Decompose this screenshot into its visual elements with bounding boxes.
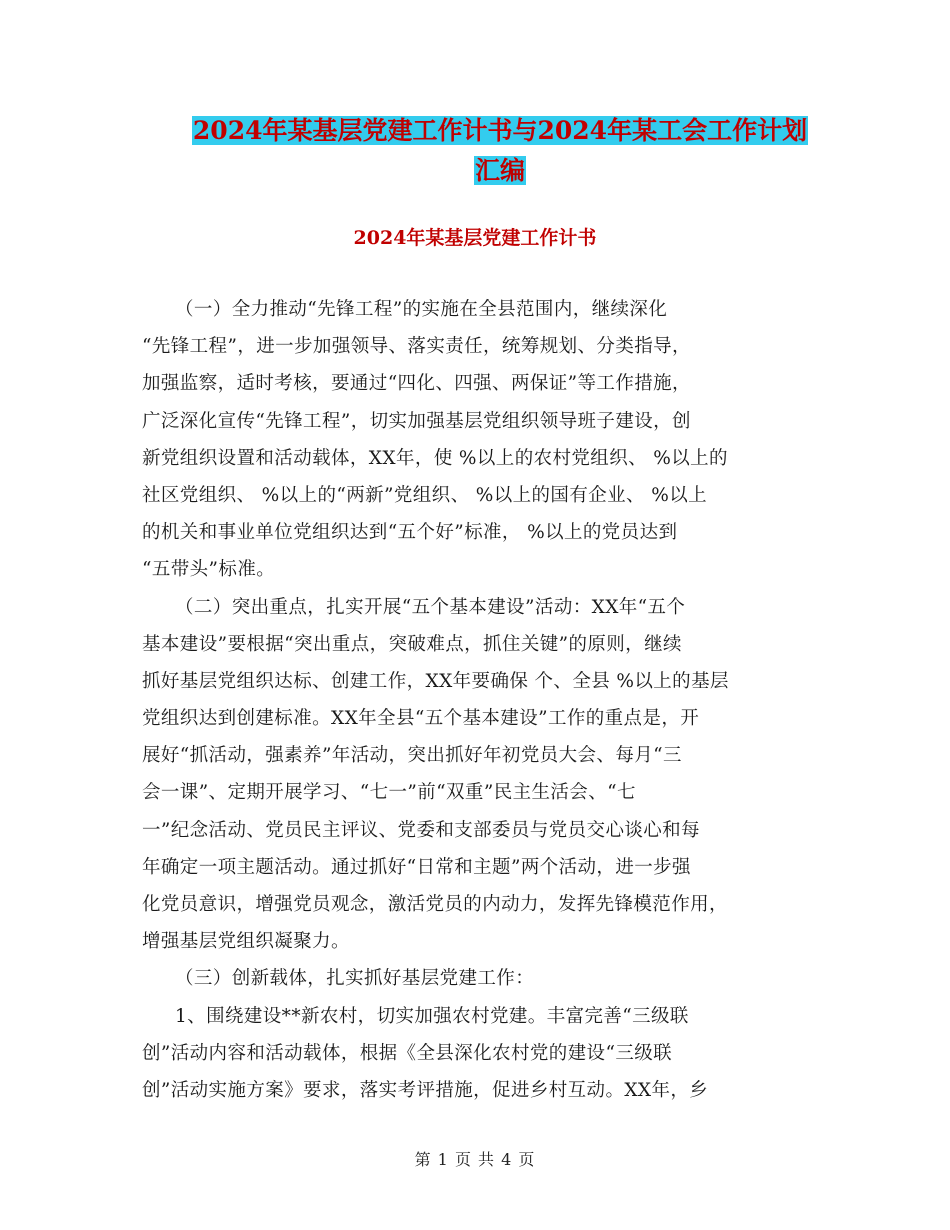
body-line: 新党组织设置和活动载体，XX年，使 %以上的农村党组织、 %以上的	[142, 447, 728, 469]
body-line: 年确定一项主题活动。通过抓好“日常和主题”两个活动，进一步强	[142, 856, 691, 878]
body-line: 化党员意识，增强党员观念，激活党员的内动力，发挥先锋模范作用，	[142, 894, 728, 915]
body-line: 展好“抓活动，强素养”年活动，突出抓好年初党员大会、每月“三	[142, 745, 682, 767]
body-line: （一）全力推动“先锋工程”的实施在全县范围内，继续深化	[175, 299, 668, 320]
body-line: 1、围绕建设**新农村，切实加强农村党建。丰富完善“三级联	[175, 1005, 689, 1027]
body-line: “先锋工程”，进一步加强领导、落实责任，统筹规划、分类指导，	[142, 336, 691, 358]
body-line: 一”纪念活动、党员民主评议、党委和支部委员与党员交心谈心和每	[142, 819, 700, 841]
body-line: 广泛深化宣传“先锋工程”，切实加强基层党组织领导班子建设，创	[142, 410, 691, 432]
title-line-1: 2024年某基层党建工作计书与2024年某工会工作计划	[192, 116, 808, 145]
page-number: 第 1 页 共 4 页	[414, 1150, 536, 1169]
document-title	[150, 112, 850, 190]
body-line: 加强监察，适时考核，要通过“四化、四强、两保证”等工作措施，	[142, 373, 691, 395]
body-line: 的机关和事业单位党组织达到“五个好”标准， %以上的党员达到	[142, 522, 678, 544]
body-line: 抓好基层党组织达标、创建工作，XX年要确保 个、全县 %以上的基层	[142, 670, 729, 692]
body-line: （三）创新载体，扎实抓好基层党建工作：	[175, 968, 535, 990]
body-line: 社区党组织、 %以上的“两新”党组织、 %以上的国有企业、 %以上	[142, 484, 707, 506]
body-line: 会一课”、定期开展学习、“七一”前“双重”民主生活会、“七	[142, 782, 636, 804]
body-line: 创”活动内容和活动载体，根据《全县深化农村党的建设“三级联	[142, 1042, 673, 1064]
section-title: 2024年某基层党建工作计书	[353, 227, 597, 249]
body-line: （二）突出重点，扎实开展“五个基本建设”活动：XX年“五个	[175, 596, 686, 618]
body-line: 增强基层党组织凝聚力。	[142, 931, 350, 953]
body-text	[142, 291, 810, 1109]
title-line-2: 汇编	[474, 156, 525, 185]
body-line: “五带头”标准。	[142, 559, 276, 581]
body-line: 基本建设”要根据“突出重点，突破难点，抓住关键”的原则，继续	[142, 633, 682, 655]
body-line: 党组织达到创建标准。XX年全县“五个基本建设”工作的重点是，开	[142, 708, 700, 730]
body-line: 创”活动实施方案》要求，落实考评措施，促进乡村互动。XX年，乡	[142, 1079, 709, 1101]
